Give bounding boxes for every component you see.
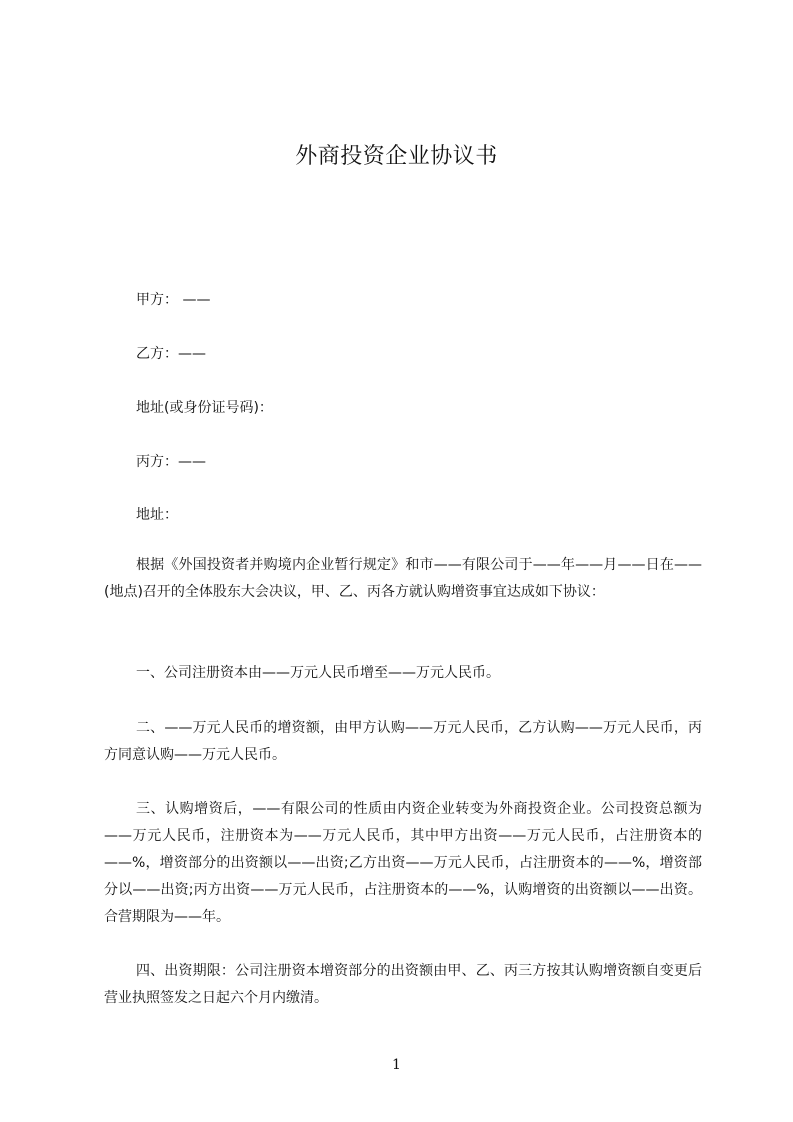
document-title: 外商投资企业协议书 bbox=[295, 144, 498, 169]
clause-4: 四、出资期限：公司注册资本增资部分的出资额由甲、乙、丙三方按其认购增资额自变更后营业执照签发之日起六个月内缴清。 bbox=[104, 963, 702, 1006]
party-c-line: 丙方：—— bbox=[136, 454, 206, 470]
party-b-line: 乙方：—— bbox=[136, 346, 206, 362]
clause-3: 三、认购增资后，——有限公司的性质由内资企业转变为外商投资企业。公司投资总额为——万元人民币，注册资本为——万元人民币，其中甲方出资——万元人民币，占注册资本的——%，增资部分的出资额以——出资;乙方出资——万元人民币，占注册资本的——%，增资部分以——出资;丙方出资——万元人民币，占注册资本的——%，认购增资的出资额以——出资。合营期限为——年。 bbox=[104, 801, 702, 925]
address-line: 地址： bbox=[136, 507, 178, 523]
party-a-line: 甲方： —— bbox=[136, 292, 211, 308]
address-id-line: 地址(或身份证号码)： bbox=[136, 400, 273, 416]
preamble-paragraph: 根据《外国投资者并购境内企业暂行规定》和市——有限公司于——年——月——日在——(地点)召开的全体股东大会决议，甲、乙、丙各方就认购增资事宜达成如下协议： bbox=[104, 557, 702, 600]
clause-1: 一、公司注册资本由——万元人民币增至——万元人民币。 bbox=[136, 665, 500, 681]
page-number: 1 bbox=[392, 1057, 401, 1073]
clause-2: 二、——万元人民币的增资额，由甲方认购——万元人民币，乙方认购——万元人民币，丙方同意认购——万元人民币。 bbox=[104, 720, 702, 763]
